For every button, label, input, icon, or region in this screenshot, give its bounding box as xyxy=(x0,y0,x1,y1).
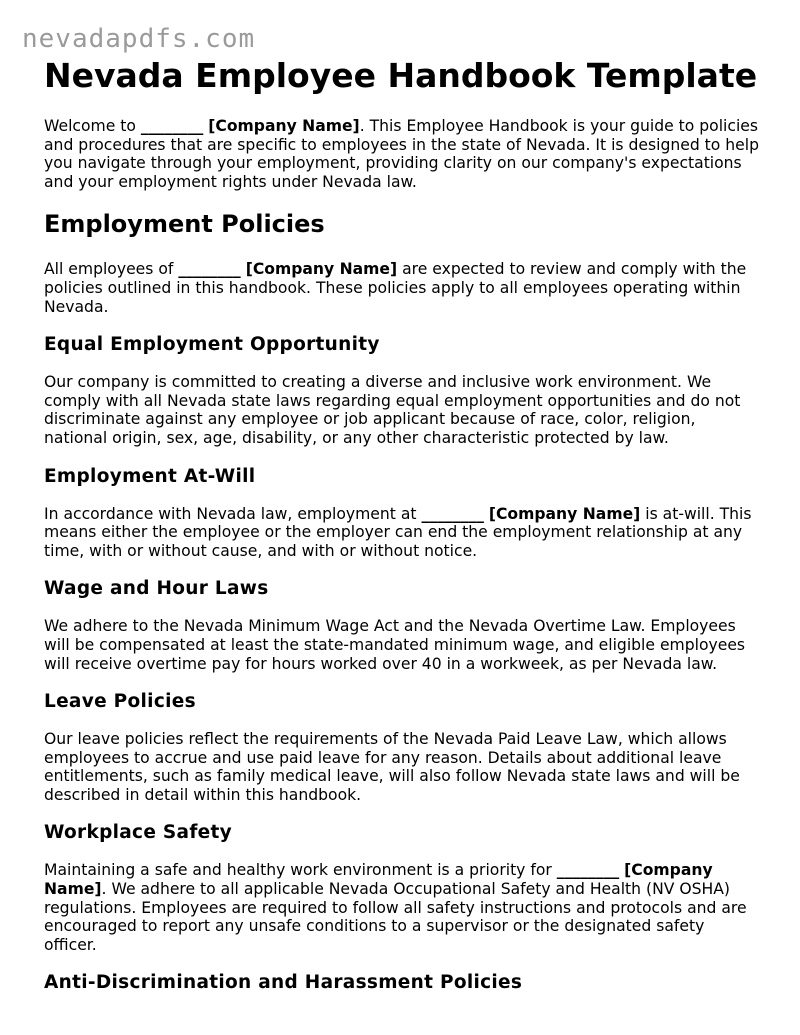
wage-hour-paragraph: We adhere to the Nevada Minimum Wage Act and the Nevada Overtime Law. Employees will be compensated at least the state-mandated minimum wage, and eligible employees will receive overtime pay for hours worked over 40 in a workweek, as per Nevada law. xyxy=(44,617,746,673)
safety-text-after: . We adhere to all applicable Nevada Occupational Safety and Health (NV OSHA) regulations. Employees are required to follow all safety instructions and protocols and are encouraged to report any unsafe conditions to a supervisor or the designated safety officer. xyxy=(44,880,747,954)
wage-hour-heading: Wage and Hour Laws xyxy=(44,578,269,600)
equal-employment-paragraph: Our company is committed to creating a diverse and inclusive work environment. We comply with all Nevada state laws regarding equal employment opportunities and do not discriminate against any employee or job applicant because of race, color, religion, national origin, sex, age, disability, or any other characteristic protected by law. xyxy=(44,373,741,447)
company-blank: ________ xyxy=(178,260,241,279)
at-will-paragraph xyxy=(44,505,760,561)
at-will-text-before: In accordance with Nevada law, employment at xyxy=(44,504,422,523)
leave-paragraph: Our leave policies reflect the requirements of the Nevada Paid Leave Law, which allows employees to accrue and use paid leave for any reason. Details about additional leave entitlements, such as family medical leave, will also follow Nevada state laws and will be described in detail within this handbook. xyxy=(44,730,740,804)
site-watermark: nevadapdfs.com xyxy=(22,24,256,54)
safety-text-before: Maintaining a safe and healthy work environment is a priority for xyxy=(44,861,557,880)
equal-employment-heading: Equal Employment Opportunity xyxy=(44,334,380,356)
company-blank: ________ xyxy=(421,504,484,523)
employment-policies-text-after: are expected to review and comply with the policies outlined in this handbook. These policies apply to all employees operating within Nevada. xyxy=(44,260,747,316)
company-blank: ________ xyxy=(556,861,620,880)
employment-policies-paragraph xyxy=(44,260,760,316)
document-body xyxy=(44,56,760,995)
page-title: Nevada Employee Handbook Template xyxy=(44,56,758,95)
safety-paragraph xyxy=(44,861,760,954)
company-name-placeholder: [Company Name] xyxy=(488,504,641,523)
intro-text-after: . This Employee Handbook is your guide to policies and procedures that are specific to employees in the state of Nevada. It is designed to help you navigate through your employment, providing clarity on our company's expectations and your employment rights under Nevada law. xyxy=(44,117,759,191)
company-name-placeholder: [Company Name] xyxy=(245,260,398,279)
at-will-heading: Employment At-Will xyxy=(44,465,256,487)
employment-policies-text-before: All employees of xyxy=(44,260,179,279)
intro-paragraph xyxy=(44,117,760,191)
leave-heading: Leave Policies xyxy=(44,691,196,713)
company-name-placeholder: [Company Name] xyxy=(44,861,713,899)
intro-text-before: Welcome to xyxy=(44,117,141,135)
anti-discrimination-heading: Anti-Discrimination and Harassment Policies xyxy=(44,972,523,994)
employment-policies-heading: Employment Policies xyxy=(44,210,325,239)
at-will-text-after: is at-will. This means either the employee or the employer can end the employment relationship at any time, with or without cause, and with or without notice. xyxy=(44,504,752,560)
company-name-placeholder: [Company Name] xyxy=(208,117,360,135)
safety-heading: Workplace Safety xyxy=(44,822,233,844)
company-blank: ________ xyxy=(140,117,204,135)
